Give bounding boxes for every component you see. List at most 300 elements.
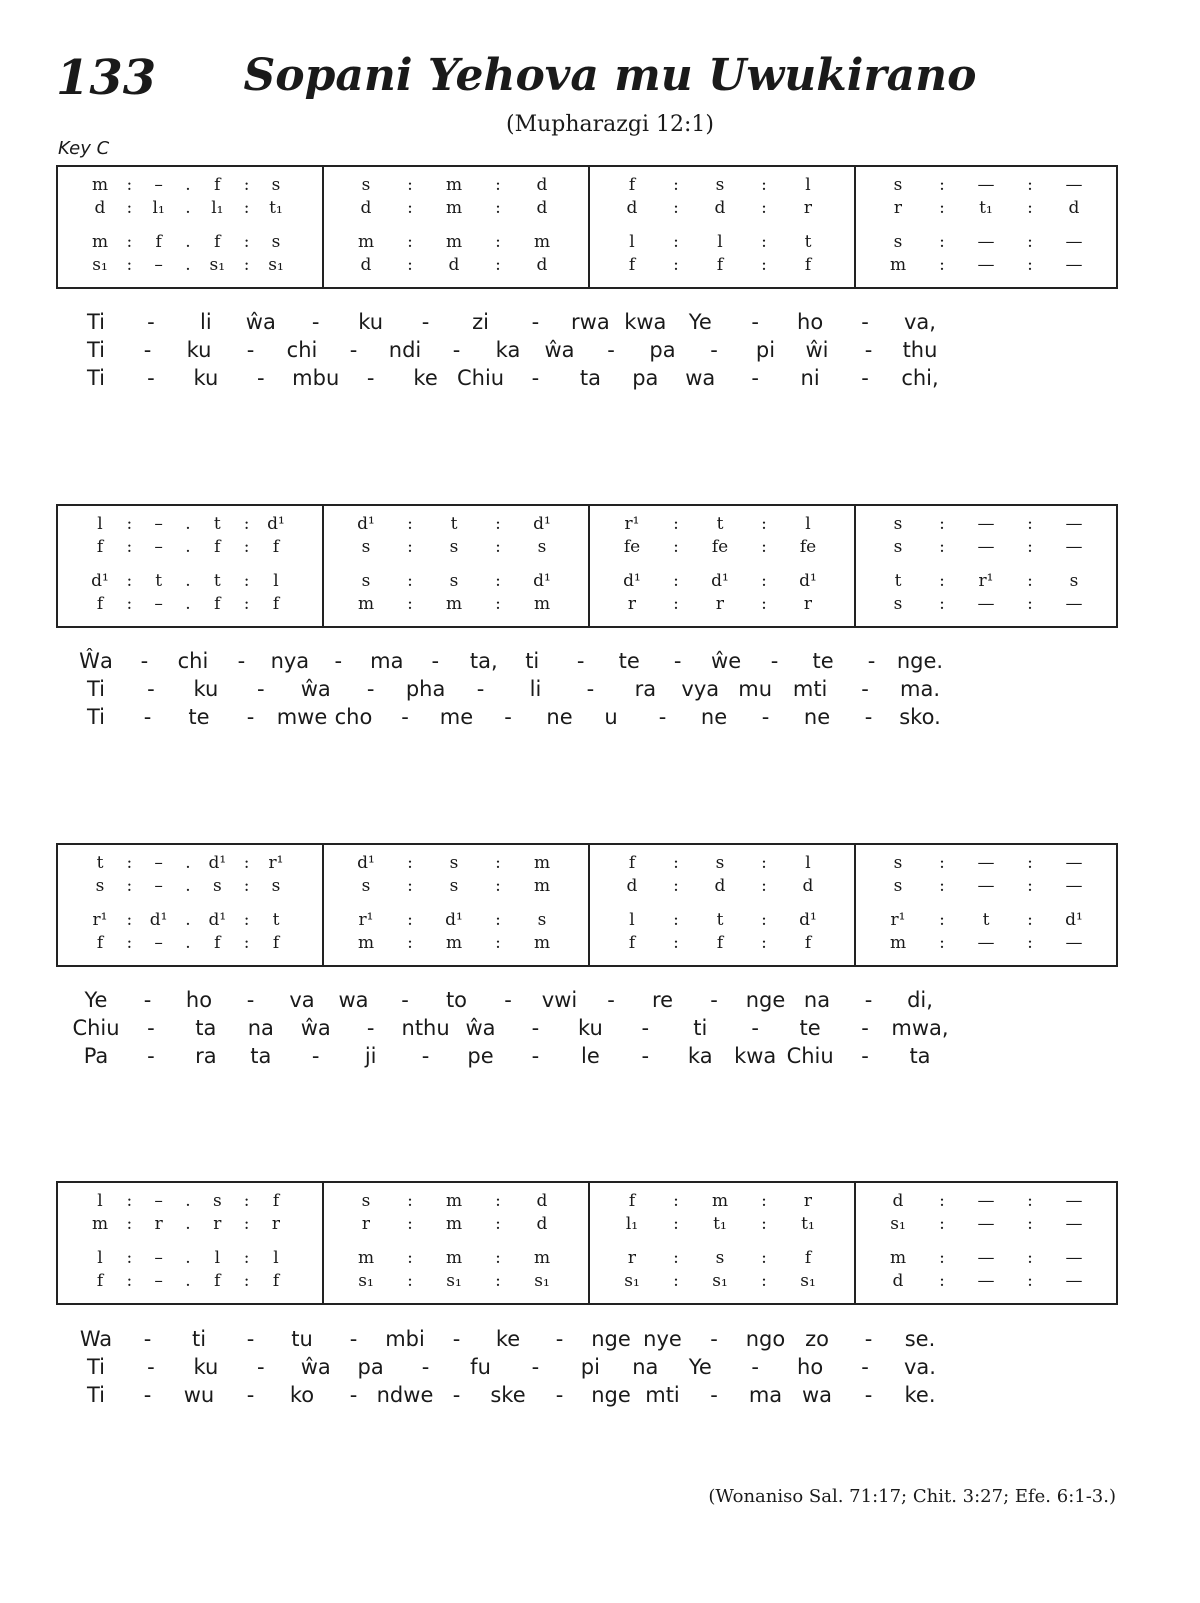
syllable-hyphen: - (861, 1044, 869, 1068)
solfa-note: : (495, 594, 501, 614)
solfa-note: : (1027, 198, 1033, 218)
solfa-note: : (1027, 1248, 1033, 1268)
solfa-note: : (939, 1248, 945, 1268)
syllable-hyphen: - (366, 366, 375, 390)
lyric-syllable: Ye (84, 988, 108, 1012)
solfa-note: : (407, 1271, 413, 1291)
syllable-hyphen: - (607, 988, 615, 1012)
solfa-note: m (357, 933, 375, 953)
solfa-note: d¹ (711, 571, 729, 591)
lyric-syllable: pa (357, 1355, 384, 1379)
solfa-note: : (673, 537, 679, 557)
solfa-note: s₁ (446, 1271, 462, 1291)
lyric-syllable: ne (700, 705, 728, 729)
solfa-note: . (185, 853, 191, 873)
syllable-hyphen: - (710, 1383, 718, 1407)
syllable-hyphen: - (531, 1044, 540, 1068)
solfa-note: : (761, 255, 767, 275)
solfa-note: f (155, 232, 162, 252)
solfa-note: r¹ (268, 853, 284, 873)
solfa-note: d¹ (1065, 910, 1083, 930)
solfa-note: : (407, 537, 413, 557)
solfa-note: : (761, 1271, 767, 1291)
score-system-2 (56, 504, 1118, 628)
syllable-hyphen: - (257, 366, 265, 390)
solfa-note: f (214, 232, 221, 252)
syllable-hyphen: - (864, 338, 873, 362)
lyric-syllable: va, (904, 310, 936, 334)
solfa-note: : (761, 514, 767, 534)
syllable-hyphen: - (349, 1327, 358, 1351)
solfa-note: d (360, 255, 372, 275)
lyric-syllable: rwa (571, 310, 610, 334)
solfa-note: : (243, 594, 250, 614)
solfa-note: : (126, 255, 133, 275)
lyric-syllable: ŵa (544, 338, 575, 362)
syllable-hyphen: - (140, 649, 149, 673)
lyric-syllable: va (289, 988, 315, 1012)
syllable-hyphen: - (431, 649, 440, 673)
solfa-note: s (715, 853, 725, 873)
solfa-note: : (126, 876, 133, 896)
syllable-hyphen: - (311, 310, 320, 334)
lyric-syllable: va. (904, 1355, 936, 1379)
syllable-hyphen: - (143, 1383, 152, 1407)
score-system-1 (56, 165, 1118, 289)
solfa-note: : (1027, 571, 1033, 591)
solfa-note: : (761, 198, 767, 218)
syllable-hyphen: - (861, 677, 869, 701)
solfa-note: : (495, 1191, 501, 1211)
solfa-note: : (407, 1214, 413, 1234)
syllable-hyphen: - (147, 1355, 155, 1379)
lyric-syllable: ke. (904, 1383, 936, 1407)
solfa-note: d (448, 255, 460, 275)
solfa-note: : (495, 876, 501, 896)
solfa-note: — (977, 933, 995, 953)
solfa-note: d¹ (799, 910, 817, 930)
lyric-line-1 (0, 1327, 1200, 1355)
syllable-hyphen: - (349, 1383, 358, 1407)
solfa-note: f (628, 1191, 636, 1211)
solfa-note: s (1069, 571, 1079, 591)
solfa-note: r (361, 1214, 371, 1234)
solfa-note: l₁ (152, 198, 165, 218)
solfa-note: : (407, 571, 413, 591)
solfa-note: l (717, 232, 723, 252)
solfa-note: : (243, 933, 250, 953)
solfa-note: – (154, 255, 163, 275)
solfa-note: m (445, 933, 463, 953)
solfa-note: — (1065, 232, 1083, 252)
solfa-note: . (185, 1191, 191, 1211)
lyric-syllable: re (651, 988, 674, 1012)
solfa-note: d (536, 175, 548, 195)
solfa-note: : (939, 232, 945, 252)
syllable-hyphen: - (143, 1327, 152, 1351)
solfa-note: d (626, 198, 638, 218)
solfa-note: s₁ (92, 255, 108, 275)
syllable-hyphen: - (334, 649, 343, 673)
solfa-note: — (1065, 1271, 1083, 1291)
lyric-syllable: nge (591, 1327, 631, 1351)
syllable-hyphen: - (864, 705, 873, 729)
scripture-reference: (Mupharazgi 12:1) (506, 112, 714, 137)
solfa-note: r (154, 1214, 163, 1234)
solfa-note: s (271, 175, 281, 195)
solfa-note: s (449, 571, 459, 591)
lyric-syllable: Ti (86, 705, 106, 729)
solfa-note: : (243, 537, 250, 557)
syllable-hyphen: - (586, 677, 595, 701)
syllable-hyphen: - (576, 649, 585, 673)
solfa-note: : (1027, 910, 1033, 930)
solfa-note: m (357, 232, 375, 252)
syllable-hyphen: - (504, 705, 512, 729)
lyric-syllable: te (188, 705, 210, 729)
syllable-hyphen: - (421, 1044, 430, 1068)
solfa-note: : (761, 910, 767, 930)
solfa-note: – (154, 933, 163, 953)
solfa-note: s (893, 537, 903, 557)
solfa-note: — (977, 175, 995, 195)
solfa-note: m (889, 255, 907, 275)
solfa-note: : (407, 255, 413, 275)
lyric-syllable: Chiu (72, 1016, 120, 1040)
cross-references: (Wonaniso Sal. 71:17; Chit. 3:27; Efe. 6:1-3.) (708, 1486, 1116, 1507)
syllable-hyphen: - (147, 677, 155, 701)
solfa-note: : (761, 537, 767, 557)
lyric-syllable: ta (579, 366, 601, 390)
solfa-note: : (495, 1271, 501, 1291)
solfa-note: – (154, 175, 163, 195)
solfa-note: — (977, 1248, 995, 1268)
solfa-note: d (714, 876, 726, 896)
lyric-syllable: vwi (541, 988, 578, 1012)
solfa-note: : (939, 1214, 945, 1234)
solfa-note: s (537, 910, 547, 930)
solfa-note: — (977, 537, 995, 557)
solfa-note: s₁ (534, 1271, 550, 1291)
solfa-note: – (154, 514, 163, 534)
solfa-note: : (1027, 1271, 1033, 1291)
solfa-note: s (893, 232, 903, 252)
syllable-hyphen: - (366, 677, 375, 701)
solfa-note: s (271, 232, 281, 252)
solfa-note: : (495, 175, 501, 195)
solfa-note: r (627, 594, 637, 614)
syllable-hyphen: - (751, 1016, 759, 1040)
solfa-note: : (939, 537, 945, 557)
lyric-syllable: zi (472, 310, 489, 334)
solfa-note: : (673, 853, 679, 873)
solfa-note: : (126, 514, 133, 534)
syllable-hyphen: - (861, 366, 869, 390)
solfa-note: : (495, 1214, 501, 1234)
solfa-note: d¹ (533, 571, 551, 591)
syllable-hyphen: - (452, 338, 461, 362)
lyric-syllable: ne (546, 705, 573, 729)
syllable-hyphen: - (476, 677, 485, 701)
lyric-syllable: Ti (86, 338, 106, 362)
solfa-note: : (495, 1248, 501, 1268)
solfa-note: d¹ (208, 910, 227, 930)
syllable-hyphen: - (421, 1355, 430, 1379)
lyric-syllable: Ti (86, 1355, 106, 1379)
solfa-note: : (673, 933, 679, 953)
solfa-note: : (939, 594, 945, 614)
syllable-hyphen: - (147, 1016, 155, 1040)
syllable-hyphen: - (641, 1044, 650, 1068)
voice-line-2 (58, 876, 1116, 898)
syllable-hyphen: - (366, 1016, 375, 1040)
lyric-syllable: vya (681, 677, 720, 701)
lyric-syllable: le (581, 1044, 600, 1068)
solfa-note: — (977, 876, 995, 896)
solfa-note: : (1027, 514, 1033, 534)
solfa-note: s (449, 853, 459, 873)
solfa-note: r (627, 1248, 637, 1268)
voice-line-4 (58, 933, 1116, 955)
voice-line-2 (58, 1214, 1116, 1236)
lyric-syllable: ta, (469, 649, 498, 673)
solfa-note: t (894, 571, 902, 591)
lyric-syllable: ma (748, 1383, 783, 1407)
solfa-note: l (97, 1248, 103, 1268)
syllable-hyphen: - (751, 310, 759, 334)
syllable-hyphen: - (452, 1327, 461, 1351)
solfa-note: : (761, 175, 767, 195)
solfa-note: : (495, 537, 501, 557)
syllable-hyphen: - (555, 1383, 564, 1407)
voice-line-3 (58, 571, 1116, 593)
solfa-note: m (445, 1248, 463, 1268)
solfa-note: : (126, 1191, 133, 1211)
solfa-note: t₁ (979, 198, 993, 218)
solfa-note: d¹ (91, 571, 109, 591)
solfa-note: s (893, 514, 903, 534)
solfa-note: s (361, 1191, 371, 1211)
lyric-syllable: ka (495, 338, 521, 362)
lyric-syllable: ma (370, 649, 404, 673)
lyric-line-1 (0, 988, 1200, 1016)
solfa-note: m (91, 1214, 109, 1234)
voice-line-2 (58, 537, 1116, 559)
solfa-note: s₁ (209, 255, 226, 275)
solfa-note: – (154, 1271, 163, 1291)
solfa-note: : (939, 198, 945, 218)
solfa-note: : (673, 1248, 679, 1268)
lyric-syllable: mu (738, 677, 773, 701)
solfa-note: : (495, 853, 501, 873)
solfa-note: : (1027, 853, 1033, 873)
lyric-syllable: wa (685, 366, 716, 390)
solfa-note: : (761, 571, 767, 591)
solfa-note: — (977, 853, 995, 873)
lyric-syllable: nthu (401, 1016, 450, 1040)
solfa-note: : (243, 1248, 250, 1268)
solfa-note: l (805, 175, 811, 195)
solfa-note: t (213, 571, 221, 591)
solfa-note: : (673, 198, 679, 218)
lyric-syllable: ŵa (300, 1355, 331, 1379)
solfa-note: t (96, 853, 104, 873)
lyric-syllable: ŵi (805, 338, 829, 362)
solfa-note: — (1065, 876, 1083, 896)
solfa-note: d¹ (799, 571, 817, 591)
lyric-syllable: se. (904, 1327, 936, 1351)
lyric-syllable: ka (687, 1044, 713, 1068)
syllable-hyphen: - (311, 1044, 320, 1068)
lyric-syllable: tu (291, 1327, 313, 1351)
solfa-note: : (939, 571, 945, 591)
solfa-note: f (96, 594, 104, 614)
lyric-syllable: Ti (86, 366, 106, 390)
solfa-note: d (536, 1214, 548, 1234)
solfa-note: t (450, 514, 458, 534)
solfa-note: : (673, 1271, 679, 1291)
lyric-syllable: Ti (86, 1383, 106, 1407)
solfa-note: : (673, 232, 679, 252)
solfa-note: – (154, 1191, 163, 1211)
solfa-note: f (628, 255, 636, 275)
solfa-note: : (761, 1214, 767, 1234)
lyric-syllable: pe (467, 1044, 494, 1068)
solfa-note: — (1065, 594, 1083, 614)
lyric-syllable: li (200, 310, 212, 334)
solfa-note: : (126, 232, 133, 252)
solfa-note: d (1068, 198, 1080, 218)
solfa-note: s (361, 876, 371, 896)
solfa-note: : (126, 1271, 133, 1291)
solfa-note: : (495, 571, 501, 591)
solfa-note: s₁ (268, 255, 284, 275)
solfa-note: f (214, 933, 221, 953)
voice-line-2 (58, 198, 1116, 220)
solfa-note: s (537, 537, 547, 557)
syllable-hyphen: - (641, 1016, 650, 1040)
lyric-syllable: ta (195, 1016, 217, 1040)
solfa-note: — (1065, 175, 1083, 195)
solfa-note: s₁ (624, 1271, 640, 1291)
solfa-note: m (357, 594, 375, 614)
solfa-note: f (214, 175, 221, 195)
solfa-note: . (185, 594, 191, 614)
syllable-hyphen: - (147, 1044, 155, 1068)
solfa-note: : (407, 876, 413, 896)
lyric-syllable: me (439, 705, 474, 729)
solfa-note: s (361, 571, 371, 591)
solfa-note: m (533, 876, 551, 896)
syllable-hyphen: - (761, 705, 770, 729)
solfa-note: : (673, 594, 679, 614)
syllable-hyphen: - (861, 1355, 869, 1379)
lyric-syllable: sko. (899, 705, 941, 729)
lyric-syllable: wa (338, 988, 369, 1012)
syllable-hyphen: - (861, 1016, 869, 1040)
syllable-hyphen: - (607, 338, 615, 362)
solfa-note: r¹ (890, 910, 906, 930)
solfa-note: d¹ (357, 853, 375, 873)
lyric-syllable: kwa (624, 310, 667, 334)
syllable-hyphen: - (401, 988, 409, 1012)
syllable-hyphen: - (143, 705, 152, 729)
solfa-note: f (804, 933, 812, 953)
solfa-note: s (95, 876, 105, 896)
lyric-syllable: ndi (388, 338, 422, 362)
syllable-hyphen: - (555, 1327, 564, 1351)
solfa-note: : (407, 853, 413, 873)
solfa-note: — (1065, 853, 1083, 873)
solfa-note: . (185, 198, 191, 218)
score-system-4 (56, 1181, 1118, 1305)
solfa-note: : (673, 255, 679, 275)
syllable-hyphen: - (246, 1327, 255, 1351)
solfa-note: r (715, 594, 725, 614)
solfa-note: d (360, 198, 372, 218)
lyric-syllable: pa (649, 338, 676, 362)
lyric-line-3 (0, 366, 1200, 394)
solfa-note: m (445, 594, 463, 614)
solfa-note: m (533, 232, 551, 252)
solfa-note: : (126, 1248, 133, 1268)
lyric-syllable: ko (289, 1383, 315, 1407)
lyric-syllable: mti (792, 677, 828, 701)
solfa-note: s (361, 537, 371, 557)
solfa-note: s (361, 175, 371, 195)
solfa-note: — (977, 1191, 995, 1211)
solfa-note: : (407, 594, 413, 614)
lyric-syllable: wu (183, 1383, 215, 1407)
solfa-note: r (803, 594, 813, 614)
solfa-note: : (1027, 175, 1033, 195)
lyric-syllable: nge (745, 988, 786, 1012)
syllable-hyphen: - (246, 988, 255, 1012)
solfa-note: — (977, 255, 995, 275)
solfa-note: : (1027, 1191, 1033, 1211)
solfa-note: : (1027, 876, 1033, 896)
lyric-syllable: ku (186, 338, 212, 362)
lyric-syllable: ne (803, 705, 831, 729)
syllable-hyphen: - (421, 310, 430, 334)
lyric-syllable: ŵe (711, 649, 742, 673)
solfa-note: : (243, 232, 250, 252)
solfa-note: : (126, 175, 133, 195)
solfa-note: : (126, 933, 133, 953)
solfa-note: s (449, 876, 459, 896)
solfa-note: s (212, 876, 222, 896)
lyric-line-2 (0, 677, 1200, 705)
lyric-syllable: ho (185, 988, 213, 1012)
solfa-note: — (977, 1214, 995, 1234)
lyric-syllable: ngo (745, 1327, 786, 1351)
solfa-note: : (939, 933, 945, 953)
lyric-syllable: ŵa (465, 1016, 496, 1040)
lyric-syllable: ŵa (300, 677, 331, 701)
syllable-hyphen: - (246, 705, 255, 729)
lyric-syllable: te (618, 649, 640, 673)
solfa-note: : (243, 1191, 250, 1211)
solfa-note: : (1027, 1214, 1033, 1234)
solfa-note: s (893, 853, 903, 873)
solfa-note: : (939, 876, 945, 896)
solfa-note: : (939, 1191, 945, 1211)
solfa-note: s (212, 1191, 222, 1211)
lyric-syllable: te (812, 649, 834, 673)
lyric-syllable: ho (797, 1355, 824, 1379)
solfa-note: fe (623, 537, 641, 557)
solfa-note: d (536, 198, 548, 218)
